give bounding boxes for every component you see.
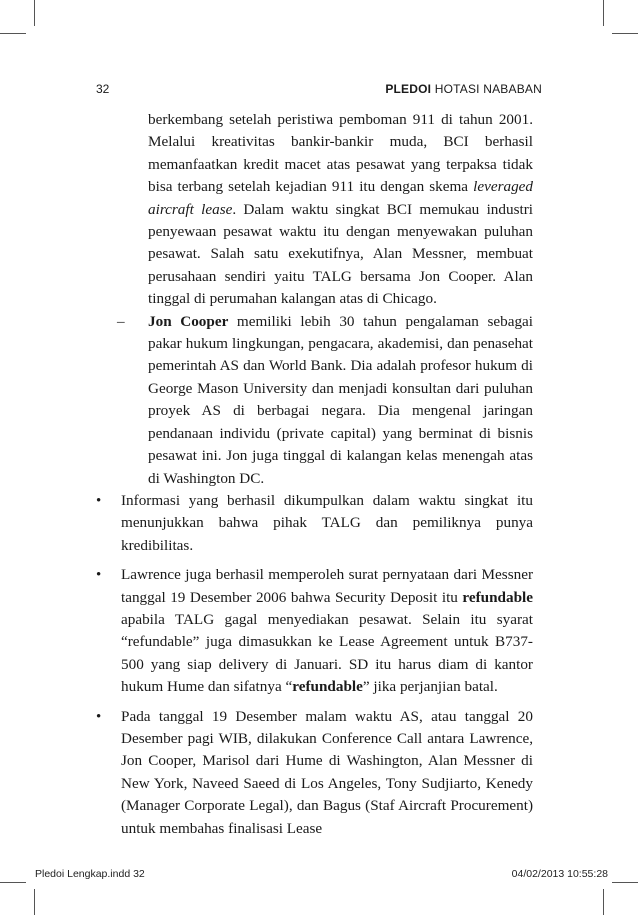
crop-mark-left-top — [0, 33, 26, 34]
page-header — [96, 82, 542, 98]
crop-mark-left-bottom — [0, 882, 26, 883]
crop-mark-right-top — [612, 33, 638, 34]
print-slug — [35, 868, 608, 882]
dash-item-text — [148, 311, 533, 490]
crop-mark-top-left — [34, 0, 35, 26]
text-run: ” jika perjanjian batal. — [362, 678, 498, 696]
running-head-title: PLEDOI — [385, 82, 432, 96]
page-body — [93, 109, 533, 840]
bold-run: Jon Cooper — [148, 312, 229, 330]
bullet-text — [121, 706, 533, 840]
bullet-text — [121, 564, 533, 698]
running-head-author: HOTASI NABABAN — [431, 82, 542, 96]
bullet-item-informasi — [96, 490, 533, 557]
text-run: Informasi yang berhasil dikumpulkan dalam waktu singkat itu menunjukkan bahwa pihak TALG dan pemiliknya punya kredibilitas. — [121, 491, 533, 554]
bullet-item-conference-call — [96, 706, 533, 840]
crop-mark-bottom-left — [34, 889, 35, 915]
bullet-icon: • — [96, 492, 102, 509]
crop-mark-right-bottom — [612, 882, 638, 883]
page-number: 32 — [96, 82, 110, 96]
dash-marker: – — [117, 312, 125, 330]
bullet-item-lawrence — [96, 564, 533, 698]
italic-run: leveraged aircraft lease — [148, 178, 533, 218]
running-head — [385, 82, 542, 96]
continuation-paragraph — [148, 109, 533, 311]
bullet-icon: • — [96, 708, 102, 725]
bold-run: refundable — [292, 678, 363, 696]
bullet-text — [121, 490, 533, 557]
bullet-icon: • — [96, 567, 102, 584]
text-run: Pada tanggal 19 Desember malam waktu AS, atau tanggal 20 Desember pagi WIB, dilakukan Conference Call antara Lawrence, Jon Cooper, Marisol dari Hume di Washington, Alan Messner di New York, Naveed Saeed di Los Angeles, Tony Sudjiarto, Kenedy (Manager Corporate Legal), dan Bagus (Staf Aircraft Procurement) untuk membahas finalisasi Lease — [121, 707, 533, 837]
text-run: memiliki lebih 30 tahun pengalaman sebagai pakar hukum lingkungan, pengacara, akademisi, dan penasehat pemerintah AS dan World Bank. Dia adalah profesor hukum di George Mason University dan menjadi konsultan dari puluhan proyek AS di berbagai negara. Dia mengenal jaringan pendanaan individu (private capital) yang berminat di bisnis pesawat ini. Jon juga tinggal di kalangan kelas menengah atas di Washington DC. — [148, 312, 533, 487]
text-run: . Dalam waktu singkat BCI memukau industri penyewaan pesawat waktu itu dengan menyewakan puluhan pesawat. Salah satu exekutifnya, Alan Messner, membuat perusahaan sendiri yaitu TALG bersama Jon Cooper. Alan tinggal di perumahan kalangan atas di Chicago. — [148, 200, 533, 308]
text-run: berkembang setelah peristiwa pemboman 911 di tahun 2001. Melalui kreativitas bankir-bankir muda, BCI berhasil memanfaatkan kredit macet atas pesawat yang terpaksa tidak bisa terbang setelah kejadian 911 itu dengan skema — [148, 111, 533, 196]
bold-run: refundable — [462, 588, 533, 606]
slug-filename: Pledoi Lengkap.indd 32 — [35, 868, 145, 880]
crop-mark-bottom-right — [603, 889, 604, 915]
dash-list-item-jon-cooper — [117, 311, 533, 490]
slug-timestamp: 04/02/2013 10:55:28 — [511, 868, 608, 880]
text-run: apabila TALG gagal menyediakan pesawat. Selain itu syarat “refundable” juga dimasukkan ke Lease Agreement untuk B737-500 yang siap delivery di Januari. SD itu harus diam di kantor hukum Hume dan sifatnya “ — [121, 610, 533, 696]
text-run: Lawrence juga berhasil memperoleh surat pernyataan dari Messner tanggal 19 Desember 2006 bahwa Security Deposit itu — [121, 566, 533, 606]
crop-mark-top-right — [603, 0, 604, 26]
